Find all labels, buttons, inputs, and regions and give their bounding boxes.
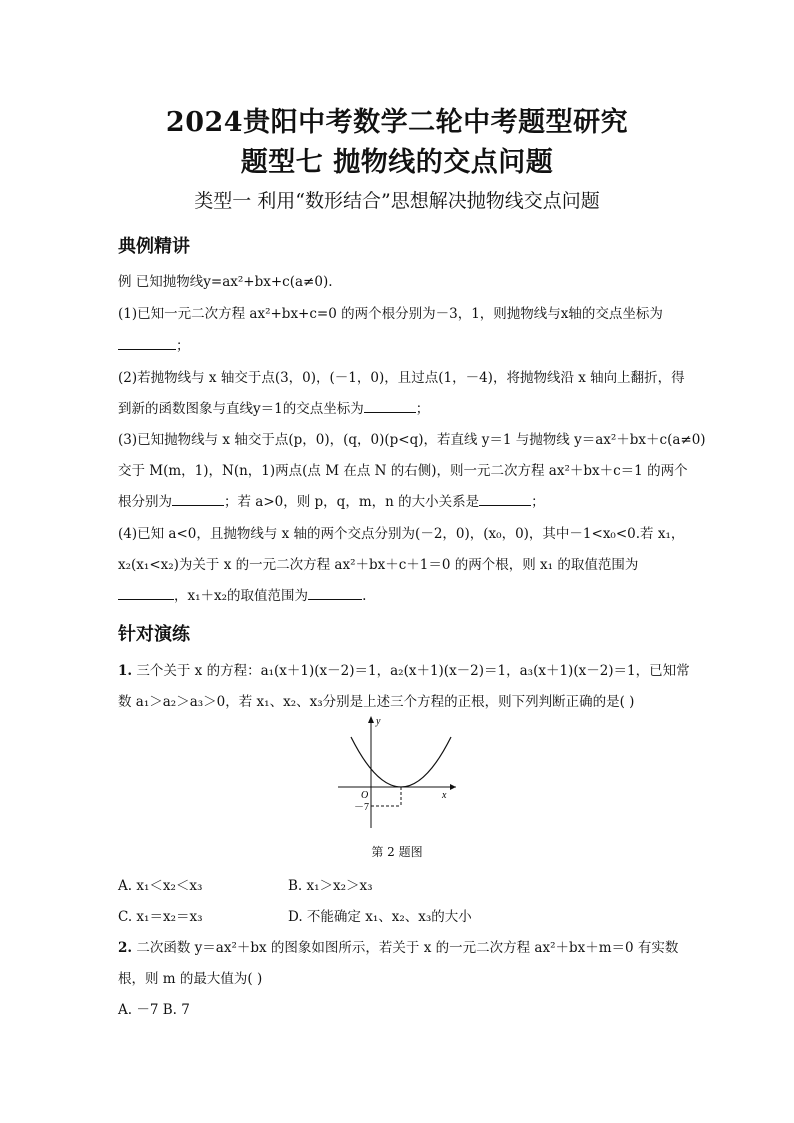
figure-caption: 第 2 题图 — [371, 845, 423, 859]
vertex-value-label: －7 — [354, 802, 369, 813]
question-1-line-2 — [118, 334, 190, 354]
question-4-line-2: x₂(x₁<x₂)为关于 x 的一元二次方程 ax²＋bx＋c＋1＝0 的两个根，则 x₁ 的取值范围为 — [118, 557, 639, 573]
option-c: C. x₁＝x₂＝x₃ — [118, 909, 203, 925]
punctuation: ； — [531, 494, 545, 510]
answer-blank[interactable] — [118, 586, 174, 600]
answer-blank[interactable] — [364, 399, 416, 413]
problem-number: 1. — [118, 663, 133, 679]
option-a: A. x₁＜x₂＜x₃ — [118, 878, 203, 894]
question-4-line-1: (4)已知 a<0，且抛物线与 x 轴的两个交点分别为(－2，0)，(x₀，0)，其中－1<x₀<0.若 x₁， — [118, 526, 685, 542]
problem-2-options: A. －7 B. 7 — [118, 1002, 190, 1018]
punctuation: ； — [176, 338, 190, 354]
problem-1-line-1 — [118, 659, 690, 679]
question-1-line-1: (1)已知一元二次方程 ax²+bx+c=0 的两个根分别为－3，1，则抛物线与x轴的交点坐标为 — [118, 306, 663, 322]
document-title: 2024贵阳中考数学二轮中考题型研究 — [165, 107, 629, 138]
y-axis-arrow — [368, 716, 374, 723]
question-3-text: 根分别为 — [118, 494, 172, 510]
parabola-figure — [338, 712, 458, 832]
question-3-text: ；若 a>0，则 p，q，m，n 的大小关系是 — [224, 494, 480, 510]
question-2-line-1: (2)若抛物线与 x 轴交于点(3，0)，(－1，0)，且过点(1，－4)，将抛物线沿 x 轴向上翻折，得 — [118, 370, 685, 386]
punctuation: . — [362, 588, 367, 604]
answer-blank[interactable] — [118, 336, 176, 350]
problem-number: 2. — [118, 940, 133, 956]
punctuation: ； — [415, 401, 430, 417]
option-b: B. x₁＞x₂＞x₃ — [288, 878, 373, 894]
question-4-text: ，x₁＋x₂的取值范围为 — [174, 588, 309, 604]
answer-blank[interactable] — [172, 492, 224, 506]
parabola-curve — [351, 737, 451, 787]
answer-blank[interactable] — [479, 492, 531, 506]
problem-1-line-2: 数 a₁＞a₂＞a₃＞0，若 x₁、x₂、x₃分别是上述三个方程的正根，则下列判断正确的是( ) — [118, 694, 635, 710]
subtitle: 类型一 利用“数形结合”思想解决抛物线交点问题 — [194, 190, 600, 212]
section-heading-examples: 典例精讲 — [118, 236, 190, 257]
x-axis-label: x — [442, 790, 447, 801]
origin-label: O — [361, 790, 369, 801]
question-3-line-2: 交于 M(m，1)，N(n，1)两点(点 M 在点 N 的右侧)，则一元二次方程 ax²＋bx＋c＝1 的两个 — [118, 463, 688, 479]
question-4-line-3 — [118, 584, 366, 604]
example-intro: 例 已知抛物线y=ax²+bx+c(a≠0). — [118, 274, 333, 290]
question-3-line-3 — [118, 490, 545, 510]
answer-blank[interactable] — [308, 586, 362, 600]
option-d: D. 不能确定 x₁、x₂、x₃的大小 — [288, 909, 472, 925]
x-axis-arrow — [450, 784, 456, 790]
problem-2-line-1 — [118, 936, 678, 956]
y-axis-label: y — [376, 716, 381, 727]
question-2-line-2 — [118, 397, 429, 417]
question-2-text: 到新的函数图象与直线y＝1的交点坐标为 — [118, 401, 364, 417]
problem-2-line-2: 根，则 m 的最大值为( ) — [118, 971, 263, 987]
section-heading-practice: 针对演练 — [118, 624, 190, 645]
problem-2-text: 二次函数 y＝ax²＋bx 的图象如图所示，若关于 x 的一元二次方程 ax²＋bx＋m＝0 有实数 — [132, 940, 679, 956]
problem-1-text: 三个关于 x 的方程：a₁(x＋1)(x－2)＝1，a₂(x＋1)(x－2)＝1，a₃(x＋1)(x－2)＝1，已知常 — [132, 663, 690, 679]
question-3-line-1: (3)已知抛物线与 x 轴交于点(p，0)，(q，0)(p<q)，若直线 y＝1 与抛物线 y＝ax²＋bx＋c(a≠0) — [118, 432, 706, 448]
question-type-title: 题型七 抛物线的交点问题 — [240, 147, 554, 178]
